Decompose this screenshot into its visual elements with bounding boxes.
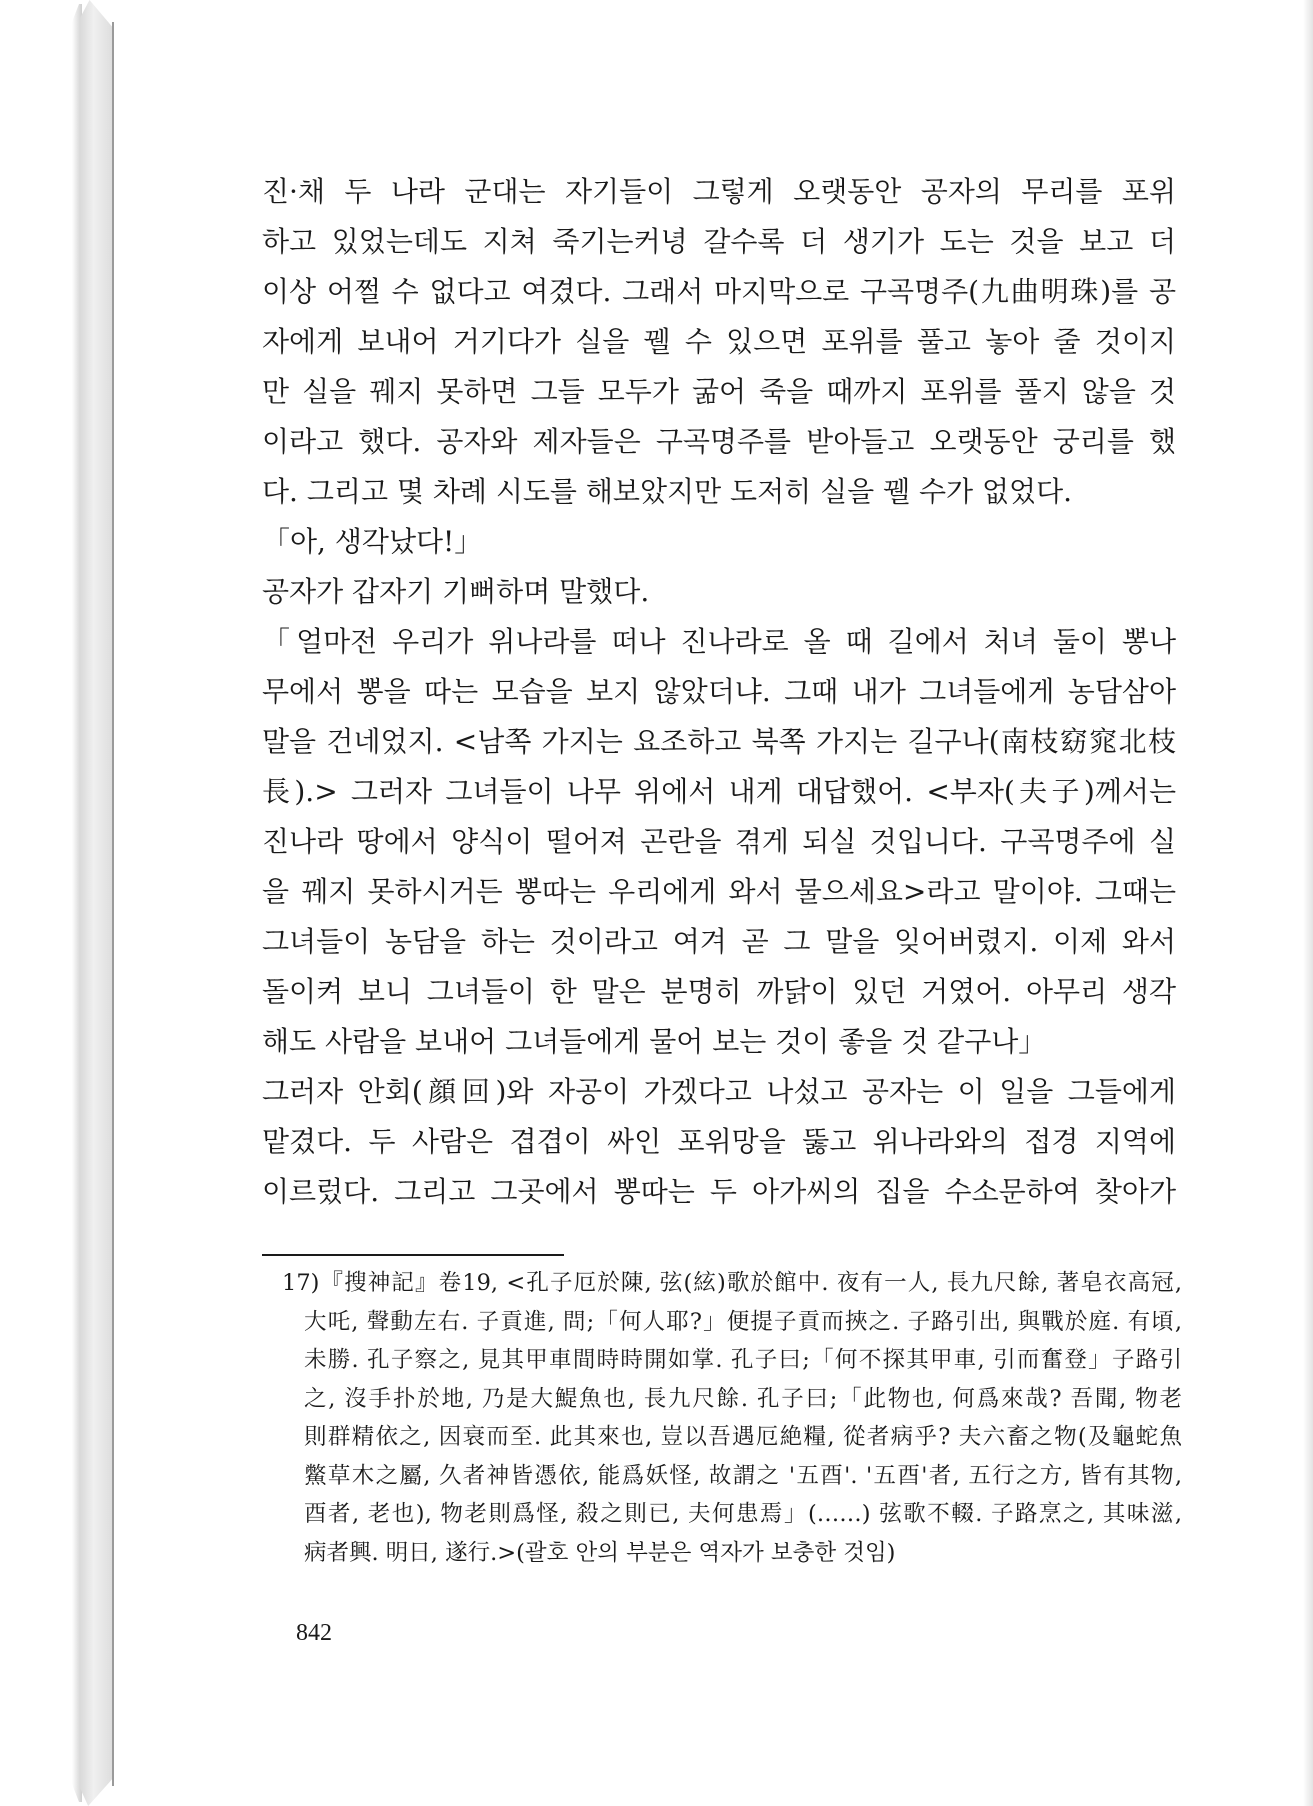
body-line [262, 467, 1176, 517]
body-line-text: 다. 그리고 몇 차례 시도를 해보았지만 도저히 실을 꿸 수가 없었다. [262, 475, 1073, 508]
body-line-text: 말을 건네었지. <남쪽 가지는 요조하고 북쪽 가지는 길구나(南枝窈窕北枝 [262, 725, 1176, 758]
footnote-line [282, 1457, 1182, 1496]
body-line [262, 967, 1176, 1017]
footnote-block [282, 1264, 1182, 1572]
body-line-text: 「얼마전 우리가 위나라를 떠나 진나라로 올 때 길에서 처녀 둘이 뽕나 [262, 625, 1176, 658]
footnote-line-text: 酉者, 老也), 物老則爲怪, 殺之則已, 夫何患焉」(……) 弦歌不輟. 子路烹之, 其味滋, [304, 1501, 1182, 1527]
body-line-text: 무에서 뽕을 따는 모습을 보지 않았더냐. 그때 내가 그녀들에게 농담삼아 [262, 675, 1176, 708]
body-line-text: 「아, 생각났다!」 [262, 525, 483, 558]
body-line [262, 1117, 1176, 1167]
footnote-line-text: 之, 沒手扑於地, 乃是大鯷魚也, 長九尺餘. 孔子曰;「此物也, 何爲來哉? 吾聞, 物老 [304, 1385, 1182, 1412]
body-line-text: 자에게 보내어 거기다가 실을 꿸 수 있으면 포위를 풀고 놓아 줄 것이지 [262, 325, 1176, 358]
body-line-text: 하고 있었는데도 지쳐 죽기는커녕 갈수록 더 생기가 도는 것을 보고 더 [262, 225, 1176, 258]
footnote-line-text: 17)『搜神記』卷19, <孔子厄於陳, 弦(絃)歌於館中. 夜有一人, 長九尺餘, 著皂衣高冠, [282, 1270, 1182, 1296]
body-line-text: 해도 사람을 보내어 그녀들에게 물어 보는 것이 좋을 것 같구나」 [262, 1025, 1047, 1058]
body-line [262, 567, 1176, 617]
body-line-text: 이라고 했다. 공자와 제자들은 구곡명주를 받아들고 오랫동안 궁리를 했 [262, 425, 1176, 458]
body-line-text: 진·채 두 나라 군대는 자기들이 그렇게 오랫동안 공자의 무리를 포위 [262, 175, 1176, 208]
body-line [262, 1067, 1176, 1117]
footnote-line [282, 1264, 1182, 1303]
book-page-edge [80, 0, 114, 1806]
footnote-separator [262, 1254, 564, 1256]
footnote-line [282, 1303, 1182, 1342]
body-line [262, 817, 1176, 867]
body-line-text: 그러자 안회(顔回)와 자공이 가겠다고 나섰고 공자는 이 일을 그들에게 [262, 1075, 1176, 1108]
body-line-text: 돌이켜 보니 그녀들이 한 말은 분명히 까닭이 있던 거였어. 아무리 생각 [262, 975, 1176, 1008]
body-line [262, 517, 1176, 567]
body-line [262, 717, 1176, 767]
footnote-line-text: 鱉草木之屬, 久者神皆憑依, 能爲妖怪, 故謂之 '五酉'. '五酉'者, 五行之方, 皆有其物, [304, 1462, 1182, 1489]
body-line-text: 을 꿰지 못하시거든 뽕따는 우리에게 와서 물으세요>라고 말이야. 그때는 [262, 875, 1176, 908]
footnote-line [282, 1418, 1182, 1457]
body-line [262, 1017, 1176, 1067]
body-line [262, 867, 1176, 917]
page-right-edge [1303, 0, 1313, 1806]
footnote-line [282, 1380, 1182, 1419]
body-line [262, 1167, 1176, 1217]
body-line [262, 917, 1176, 967]
body-line-text: 長).> 그러자 그녀들이 나무 위에서 내게 대답했어. <부자(夫子)께서는 [262, 775, 1176, 808]
footnote-line [282, 1495, 1182, 1534]
body-line-text: 공자가 갑자기 기뻐하며 말했다. [262, 575, 650, 608]
footnote-line-text: 未勝. 孔子察之, 見其甲車間時時開如掌. 孔子曰;「何不探其甲車, 引而奮登」子路引 [304, 1347, 1182, 1373]
footnote-line [282, 1534, 1182, 1573]
main-body-text [262, 167, 1176, 1217]
footnote-line-text: 大吒, 聲動左右. 子貢進, 問;「何人耶?」便提子貢而挾之. 子路引出, 與戰於庭. 有頃, [304, 1308, 1182, 1335]
footnote-line-text: 則群精依之, 因衰而至. 此其來也, 豈以吾遇厄絶糧, 從者病乎? 夫六畜之物(及龜蛇魚 [304, 1424, 1182, 1450]
body-line [262, 317, 1176, 367]
footnote-line-text: 病者興. 明日, 遂行.>(괄호 안의 부분은 역자가 보충한 것임) [304, 1539, 896, 1566]
body-line [262, 767, 1176, 817]
body-line [262, 217, 1176, 267]
body-line-text: 이상 어쩔 수 없다고 여겼다. 그래서 마지막으로 구곡명주(九曲明珠)를 공 [262, 275, 1176, 308]
body-line-text: 만 실을 꿰지 못하면 그들 모두가 굶어 죽을 때까지 포위를 풀지 않을 것 [262, 375, 1176, 408]
footnote-line [282, 1341, 1182, 1380]
body-line [262, 367, 1176, 417]
body-line-text: 맡겼다. 두 사람은 겹겹이 싸인 포위망을 뚫고 위나라와의 접경 지역에 [262, 1125, 1176, 1158]
body-line [262, 167, 1176, 217]
body-line-text: 그녀들이 농담을 하는 것이라고 여겨 곧 그 말을 잊어버렸지. 이제 와서 [262, 925, 1176, 958]
body-line-text: 진나라 땅에서 양식이 떨어져 곤란을 겪게 되실 것입니다. 구곡명주에 실 [262, 825, 1176, 858]
body-line [262, 417, 1176, 467]
page-number: 842 [296, 1620, 332, 1646]
body-line-text: 이르렀다. 그리고 그곳에서 뽕따는 두 아가씨의 집을 수소문하여 찾아가 [262, 1175, 1176, 1208]
body-line [262, 267, 1176, 317]
body-line [262, 667, 1176, 717]
body-line [262, 617, 1176, 667]
